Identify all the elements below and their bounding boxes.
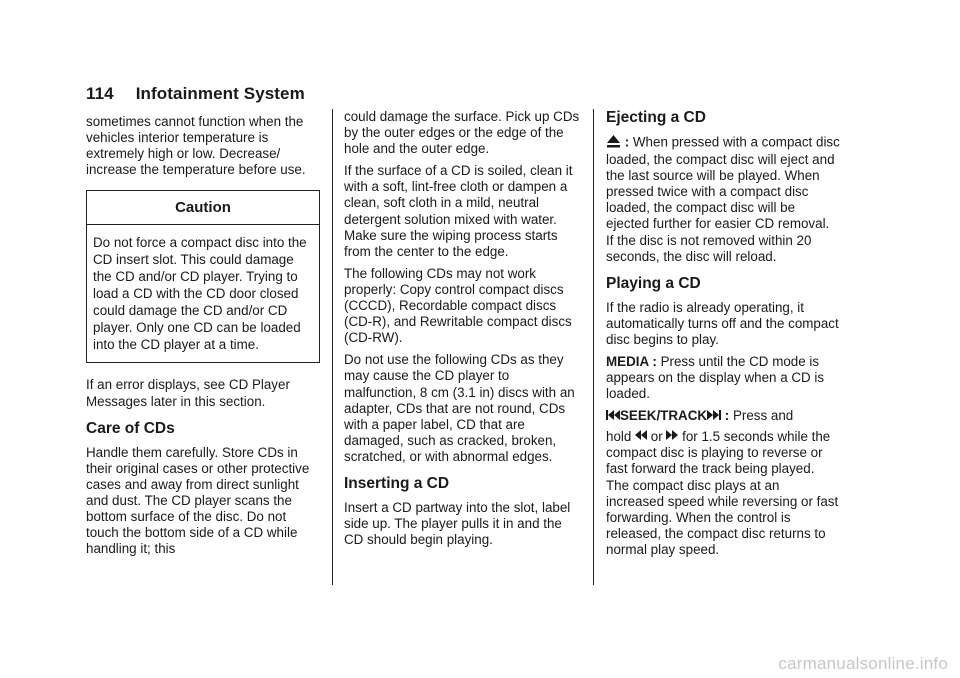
column-left: [86, 114, 322, 563]
seek-back-icon: [606, 409, 620, 425]
paragraph-seek-track: SEEK/TRACK : Press and: [606, 408, 840, 425]
media-label: MEDIA :: [606, 354, 657, 370]
watermark: carmanualsonline.info: [778, 654, 948, 673]
heading-ejecting-a-cd: Ejecting a CD: [606, 109, 706, 126]
paragraph-media: MEDIA : Press until the CD mode is appears on the display when a CD is loaded.: [606, 354, 825, 402]
seek-forward-icon: [707, 409, 721, 425]
paragraph: If the radio is already operating, it automatically turns off and the compact disc begins to play.: [606, 299, 839, 347]
eject-icon: [606, 134, 621, 152]
heading-playing-a-cd: Playing a CD: [606, 274, 701, 292]
page-header: [86, 84, 305, 104]
caution-title: Caution: [87, 191, 319, 225]
section-title: Infotainment System: [135, 84, 305, 103]
paragraph: could damage the surface. Pick up CDs by the outer edges or the edge of the hole and the outer edge.: [344, 109, 580, 157]
column-divider: [332, 109, 333, 585]
paragraph: sometimes cannot function when the vehicles interior temperature is extremely high or low. Decrease/ increase the temperature before use.: [86, 114, 306, 178]
page-number: 114: [86, 84, 114, 103]
paragraph-eject: : When pressed with a compact disc loaded, the compact disc will eject and the last source will be played. When pressed twice with a compact disc loaded, the compact disc will be ejected further for easier CD removal. If the disc is not removed within 20 seconds, the disc will reload.: [606, 134, 840, 264]
seek-back-icon: [635, 429, 647, 445]
seek-forward-icon: [666, 429, 678, 445]
heading-care-of-cds: Care of CDs: [86, 419, 175, 437]
caution-body: Do not force a compact disc into the CD insert slot. This could damage the CD and/or CD player. Trying to load a CD with the CD door closed could damage the CD and/or CD player. Only one CD can be loaded into the CD player at a time.: [93, 235, 307, 353]
paragraph-seek-hold: hold or for 1.5 seconds while the compact disc is playing to reverse or fast forward the track being played. The compact disc plays at an increased speed while reversing or fast forwarding. When the control is released, the compact disc returns to normal play speed.: [606, 428, 839, 557]
seek-track-label: SEEK/TRACK: [620, 408, 708, 424]
paragraph: Insert a CD partway into the slot, label side up. The player pulls it in and the CD should begin playing.: [344, 499, 571, 548]
column-divider: [593, 109, 594, 585]
column-middle: [344, 109, 580, 554]
paragraph: The following CDs may not work properly: Copy control compact discs (CCCD), Recordable compact discs (CD-R), and Rewritable compact discs (CD-RW).: [344, 265, 572, 346]
paragraph: Handle them carefully. Store CDs in their original cases or other protective cases and away from direct sunlight and dust. The CD player scans the bottom surface of the disc. Do not touch the bottom side of a CD while handling it; this: [86, 444, 310, 557]
heading-inserting-a-cd: Inserting a CD: [344, 474, 450, 492]
paragraph: Do not use the following CDs as they may cause the CD player to malfunction, 8 cm (3.1 in) discs with an adapter, CDs that are not round, CDs with a paper label, CD that are damaged, such as cracked, broken, scratched, or with abnormal edges.: [344, 352, 575, 464]
caution-box: [86, 190, 320, 363]
paragraph: If the surface of a CD is soiled, clean it with a soft, lint-free cloth or dampen a clean, soft cloth in a mild, neutral detergent solution mixed with water. Make sure the wiping process starts from the center to the edge.: [344, 163, 573, 259]
paragraph-cross-reference: If an error displays, see CD Player Messages later in this section.: [86, 377, 290, 409]
column-right: [606, 109, 840, 564]
